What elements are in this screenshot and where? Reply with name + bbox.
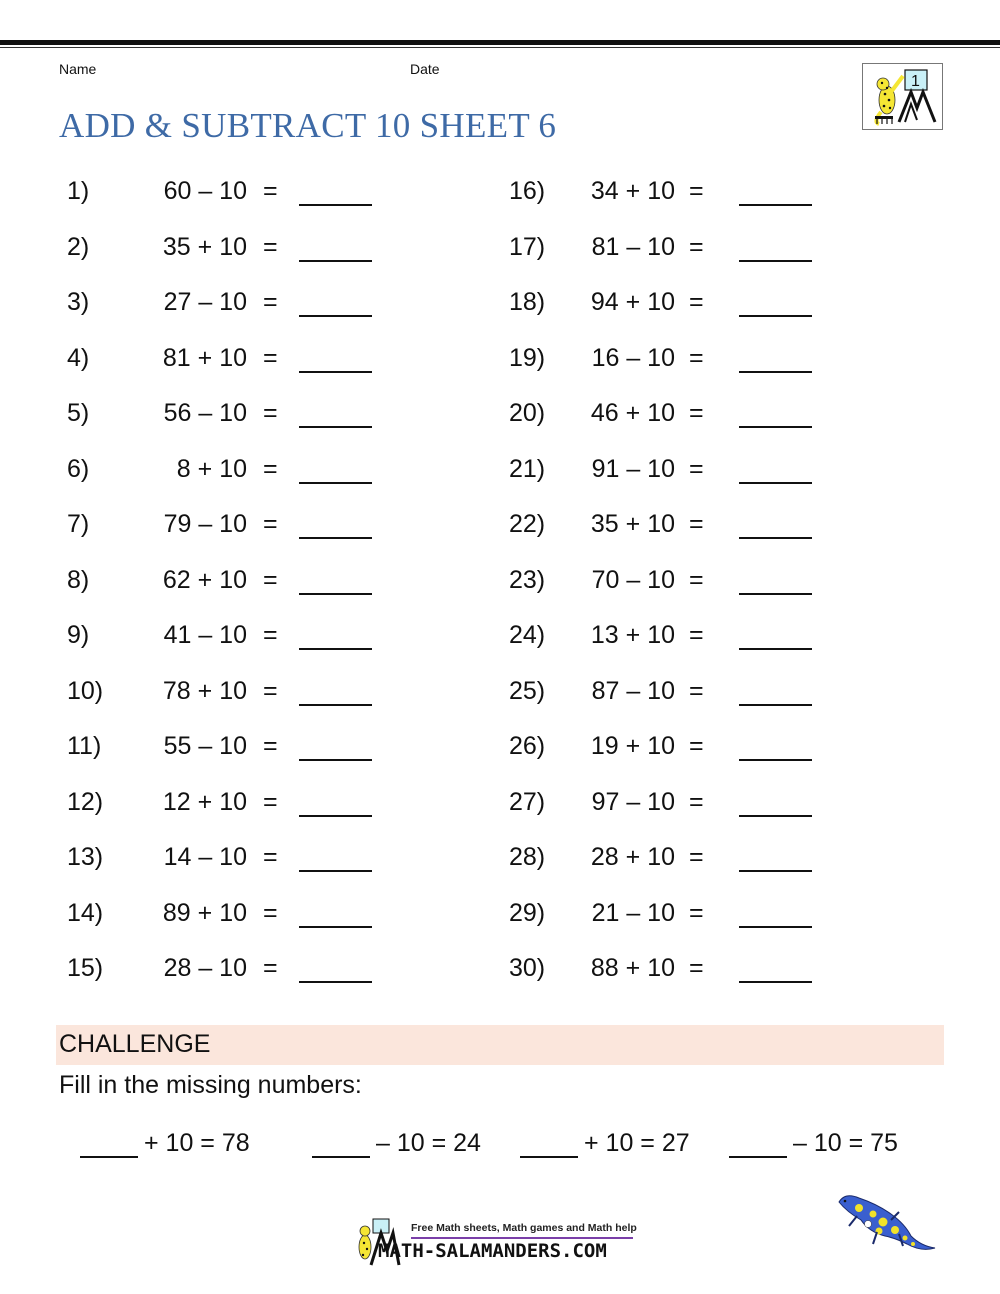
problem-expression: 62 + 10 [162, 565, 247, 594]
salamander-teacher-icon [863, 64, 942, 129]
problem-expression: 28 – 10 [163, 954, 247, 982]
equals-sign: = [263, 177, 278, 205]
problem-number: 30) [509, 954, 546, 982]
problem-number: 23) [509, 565, 546, 594]
challenge-title: CHALLENGE [59, 1030, 211, 1058]
problem-row [509, 233, 839, 273]
problem-number: 5) [67, 399, 90, 427]
answer-blank[interactable] [299, 815, 372, 817]
equals-sign: = [689, 343, 704, 372]
answer-blank[interactable] [299, 426, 372, 428]
equals-sign: = [263, 787, 278, 816]
answer-blank[interactable] [299, 204, 372, 206]
answer-blank[interactable] [739, 260, 812, 262]
problem-number: 20) [509, 399, 546, 427]
problem-number: 9) [67, 621, 90, 649]
problem-number: 26) [509, 732, 546, 760]
equals-sign: = [689, 787, 704, 816]
equals-sign: = [689, 898, 704, 927]
problem-expression: 13 + 10 [590, 621, 675, 649]
problem-expression: 97 – 10 [591, 787, 675, 816]
problem-number: 1) [67, 177, 90, 205]
problem-number: 2) [67, 232, 90, 261]
answer-blank[interactable] [739, 537, 812, 539]
problem-row [509, 899, 839, 939]
grade-logo [862, 63, 943, 130]
equals-sign: = [263, 510, 278, 538]
problem-expression: 27 – 10 [163, 288, 247, 316]
answer-blank[interactable] [299, 648, 372, 650]
problem-expression: 46 + 10 [590, 399, 675, 427]
equals-sign: = [689, 565, 704, 594]
answer-blank[interactable] [739, 759, 812, 761]
equals-sign: = [263, 954, 278, 982]
problem-expression: 88 + 10 [590, 954, 675, 982]
answer-blank[interactable] [299, 926, 372, 928]
problem-number: 11) [67, 732, 102, 760]
equals-sign: = [689, 732, 704, 760]
problem-number: 13) [67, 843, 104, 871]
answer-blank[interactable] [739, 704, 812, 706]
answer-blank[interactable] [299, 759, 372, 761]
problem-expression: 81 – 10 [591, 232, 675, 261]
answer-blank[interactable] [312, 1130, 370, 1158]
problem-number: 22) [509, 510, 546, 538]
challenge-equation: – 10 = 75 [793, 1129, 898, 1157]
equals-sign: = [263, 676, 278, 705]
answer-blank[interactable] [299, 371, 372, 373]
top-border-thin [0, 47, 1000, 48]
answer-blank[interactable] [739, 870, 812, 872]
problem-row [67, 788, 397, 828]
problem-number: 27) [509, 787, 546, 816]
problem-row [67, 399, 397, 439]
equals-sign: = [263, 232, 278, 261]
problem-expression: 16 – 10 [591, 343, 675, 372]
challenge-instruction: Fill in the missing numbers: [59, 1071, 362, 1099]
equals-sign: = [689, 676, 704, 705]
problem-row [509, 288, 839, 328]
worksheet-title: ADD & SUBTRACT 10 SHEET 6 [59, 106, 557, 145]
problem-row [67, 177, 397, 217]
problem-number: 8) [67, 565, 90, 594]
footer-tagline: Free Math sheets, Math games and Math help [411, 1222, 637, 1234]
problem-row [67, 954, 397, 994]
equals-sign: = [689, 843, 704, 871]
problem-expression: 79 – 10 [163, 510, 247, 538]
problem-row [67, 233, 397, 273]
problem-row [509, 177, 839, 217]
challenge-equation: + 10 = 27 [584, 1129, 690, 1157]
problem-expression: 8 + 10 [176, 454, 247, 483]
answer-blank[interactable] [739, 593, 812, 595]
equals-sign: = [689, 399, 704, 427]
problem-expression: 35 + 10 [590, 510, 675, 538]
challenge-equation: + 10 = 78 [144, 1129, 250, 1157]
problem-expression: 56 – 10 [163, 399, 247, 427]
problem-expression: 12 + 10 [162, 787, 247, 816]
equals-sign: = [689, 510, 704, 538]
problem-row [509, 732, 839, 772]
equals-sign: = [263, 399, 278, 427]
equals-sign: = [689, 621, 704, 649]
problem-number: 28) [509, 843, 546, 871]
answer-blank[interactable] [739, 926, 812, 928]
answer-blank[interactable] [739, 315, 812, 317]
problem-row [67, 288, 397, 328]
blue-salamander-icon [833, 1190, 938, 1255]
problem-expression: 81 + 10 [162, 343, 247, 372]
problem-row [67, 566, 397, 606]
equals-sign: = [263, 843, 278, 871]
answer-blank[interactable] [299, 482, 372, 484]
answer-blank[interactable] [299, 593, 372, 595]
equals-sign: = [263, 343, 278, 372]
equals-sign: = [263, 732, 278, 760]
answer-blank[interactable] [739, 371, 812, 373]
answer-blank[interactable] [299, 870, 372, 872]
problem-number: 14) [67, 898, 104, 927]
problem-row [509, 566, 839, 606]
problem-expression: 91 – 10 [591, 454, 675, 483]
problem-row [509, 843, 839, 883]
challenge-item [80, 1129, 250, 1158]
top-border-thick [0, 40, 1000, 45]
answer-blank[interactable] [520, 1130, 578, 1158]
problem-expression: 19 + 10 [590, 732, 675, 760]
equals-sign: = [689, 288, 704, 316]
equals-sign: = [689, 177, 704, 205]
answer-blank[interactable] [739, 981, 812, 983]
equals-sign: = [689, 454, 704, 483]
problem-row [67, 732, 397, 772]
problem-number: 10) [67, 676, 104, 705]
problem-number: 25) [509, 676, 546, 705]
answer-blank[interactable] [739, 815, 812, 817]
answer-blank[interactable] [299, 315, 372, 317]
problem-expression: 21 – 10 [591, 898, 675, 927]
problem-row [509, 788, 839, 828]
problem-number: 12) [67, 787, 104, 816]
equals-sign: = [263, 288, 278, 316]
equals-sign: = [263, 454, 278, 483]
problem-number: 7) [67, 510, 90, 538]
problem-number: 17) [509, 232, 546, 261]
problem-row [67, 455, 397, 495]
answer-blank[interactable] [299, 537, 372, 539]
problem-row [67, 510, 397, 550]
problem-number: 18) [509, 288, 546, 316]
problem-row [67, 344, 397, 384]
answer-blank[interactable] [739, 204, 812, 206]
name-label: Name [59, 61, 97, 77]
answer-blank[interactable] [299, 704, 372, 706]
problem-expression: 87 – 10 [591, 676, 675, 705]
challenge-item [520, 1129, 690, 1158]
problem-number: 21) [509, 454, 546, 483]
footer-site-link[interactable]: MATH-SALAMANDERS.COM [378, 1240, 607, 1262]
problem-expression: 14 – 10 [163, 843, 247, 871]
problem-row [509, 677, 839, 717]
problem-number: 6) [67, 454, 90, 483]
problem-row [509, 621, 839, 661]
problem-expression: 28 + 10 [590, 843, 675, 871]
answer-blank[interactable] [739, 648, 812, 650]
equals-sign: = [689, 954, 704, 982]
problem-row [67, 677, 397, 717]
challenge-item [312, 1129, 481, 1158]
answer-blank[interactable] [299, 260, 372, 262]
problem-number: 4) [67, 343, 90, 372]
equals-sign: = [689, 232, 704, 261]
problem-number: 24) [509, 621, 546, 649]
equals-sign: = [263, 898, 278, 927]
problem-expression: 78 + 10 [162, 676, 247, 705]
problem-row [509, 455, 839, 495]
problem-expression: 55 – 10 [163, 732, 247, 760]
footer-divider [411, 1237, 633, 1239]
equals-sign: = [263, 565, 278, 594]
challenge-equation: – 10 = 24 [376, 1129, 481, 1157]
problem-expression: 35 + 10 [162, 232, 247, 261]
problem-expression: 70 – 10 [591, 565, 675, 594]
problem-expression: 34 + 10 [590, 177, 675, 205]
problem-expression: 60 – 10 [163, 177, 247, 205]
problem-number: 16) [509, 177, 546, 205]
answer-blank[interactable] [729, 1130, 787, 1158]
answer-blank[interactable] [299, 981, 372, 983]
problem-row [509, 344, 839, 384]
equals-sign: = [263, 621, 278, 649]
date-label: Date [410, 61, 440, 77]
problem-row [67, 899, 397, 939]
grade-number: 1 [911, 73, 920, 90]
problem-expression: 94 + 10 [590, 288, 675, 316]
answer-blank[interactable] [739, 482, 812, 484]
problem-number: 29) [509, 898, 546, 927]
problem-row [509, 954, 839, 994]
answer-blank[interactable] [739, 426, 812, 428]
problem-expression: 89 + 10 [162, 898, 247, 927]
problem-row [509, 510, 839, 550]
problem-row [509, 399, 839, 439]
problem-number: 3) [67, 288, 90, 316]
problem-expression: 41 – 10 [163, 621, 247, 649]
problem-row [67, 621, 397, 661]
problem-number: 15) [67, 954, 104, 982]
answer-blank[interactable] [80, 1130, 138, 1158]
challenge-item [729, 1129, 898, 1158]
problem-row [67, 843, 397, 883]
problem-number: 19) [509, 343, 546, 372]
